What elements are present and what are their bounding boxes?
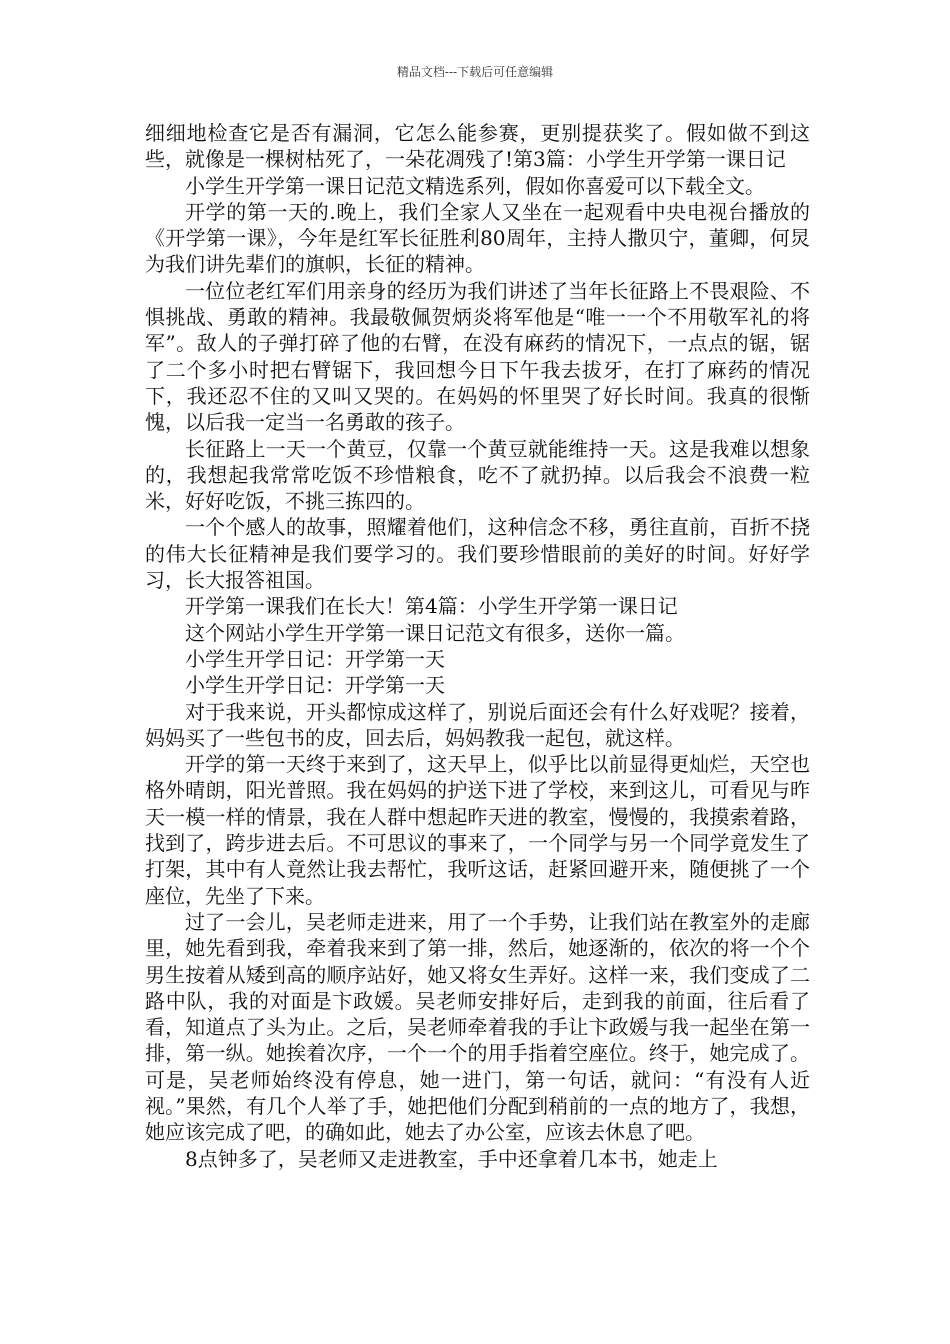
document-body [145,120,810,1172]
paragraph-9: 小学生开学日记：开学第一天 [185,646,445,671]
paragraph-5: 长征路上一天一个黄豆，仅靠一个黄豆就能维持一天。这是我难以想象的，我想起我常常吃饭不珍惜粮食，吃不了就扔掉。以后我会不浪费一粒米，好好吃饭，不挑三拣四的。 [145,436,810,514]
page-header: 精品文档---下载后可任意编辑 [396,65,554,79]
paragraph-8: 这个网站小学生开学第一课日记范文有很多，送你一篇。 [185,620,685,645]
paragraph-11: 对于我来说，开头都惊成这样了，别说后面还会有什么好戏呢？接着，妈妈买了一些包书的皮，回去后，妈妈教我一起包，就这样。 [145,699,810,750]
paragraph-1: 细细地检查它是否有漏洞，它怎么能参赛，更别提获奖了。假如做不到这些，就像是一棵树枯死了，一朵花凋残了!第3篇：小学生开学第一课日记 [145,121,810,172]
paragraph-4: 一位位老红军们用亲身的经历为我们讲述了当年长征路上不畏艰险、不惧挑战、勇敢的精神。我最敬佩贺炳炎将军他是“唯一一个不用敬军礼的将军”。敌人的子弹打碎了他的右臂，在没有麻药的情况下，一点点的锯，锯了二个多小时把右臂锯下，我回想今日下午我去拔牙，在打了麻药的情况下，我还忍不住的又叫又哭的。在妈妈的怀里哭了好长时间。我真的很惭愧，以后我一定当一名勇敢的孩子。 [145,278,810,435]
paragraph-7: 开学第一课我们在长大！第4篇：小学生开学第一课日记 [185,594,678,619]
paragraph-3: 开学的第一天的.晚上，我们全家人又坐在一起观看中央电视台播放的《开学第一课》，今年是红军长征胜利80周年，主持人撒贝宁，董卿，何炅为我们讲先辈们的旗帜，长征的精神。 [145,199,810,277]
paragraph-12: 开学的第一天终于来到了，这天早上，似乎比以前显得更灿烂，天空也格外晴朗，阳光普照。我在妈妈的护送下进了学校，来到这儿，可看见与昨天一模一样的情景，我在人群中想起昨天进的教室，慢慢的，我摸索着路，找到了，跨步进去后。不可思议的事来了，一个同学与另一个同学竟发生了打架，其中有人竟然让我去帮忙，我听这话，赶紧回避开来，随便挑了一个座位，先坐了下来。 [145,752,810,908]
paragraph-6: 一个个感人的故事，照耀着他们，这种信念不移，勇往直前，百折不挠的伟大长征精神是我们要学习的。我们要珍惜眼前的美好的时间。好好学习，长大报答祖国。 [145,515,810,593]
paragraph-13: 过了一会儿，吴老师走进来，用了一个手势，让我们站在教室外的走廊里，她先看到我，牵着我来到了第一排，然后，她逐渐的，依次的将一个个男生按着从矮到高的顺序站好，她又将女生弄好。这样一来，我们变成了二路中队，我的对面是卞政媛。吴老师安排好后，走到我的前面，往后看了看，知道点了头为止。之后，吴老师牵着我的手让卞政媛与我一起坐在第一排，第一纵。她挨着次序，一个一个的用手指着空座位。终于，她完成了。可是，吴老师始终没有停息，她一进门，第一句话，就问：“有没有人近视。”果然，有几个人举了手，她把他们分配到稍前的一点的地方了，我想，她应该完成了吧，的确如此，她去了办公室，应该去休息了吧。 [145,909,810,1145]
paragraph-14: 8点钟多了，吴老师又走进教室，手中还拿着几本书，她走上 [185,1146,718,1171]
paragraph-10: 小学生开学日记：开学第一天 [185,673,445,698]
paragraph-2: 小学生开学第一课日记范文精选系列，假如你喜爱可以下载全文。 [185,173,765,198]
